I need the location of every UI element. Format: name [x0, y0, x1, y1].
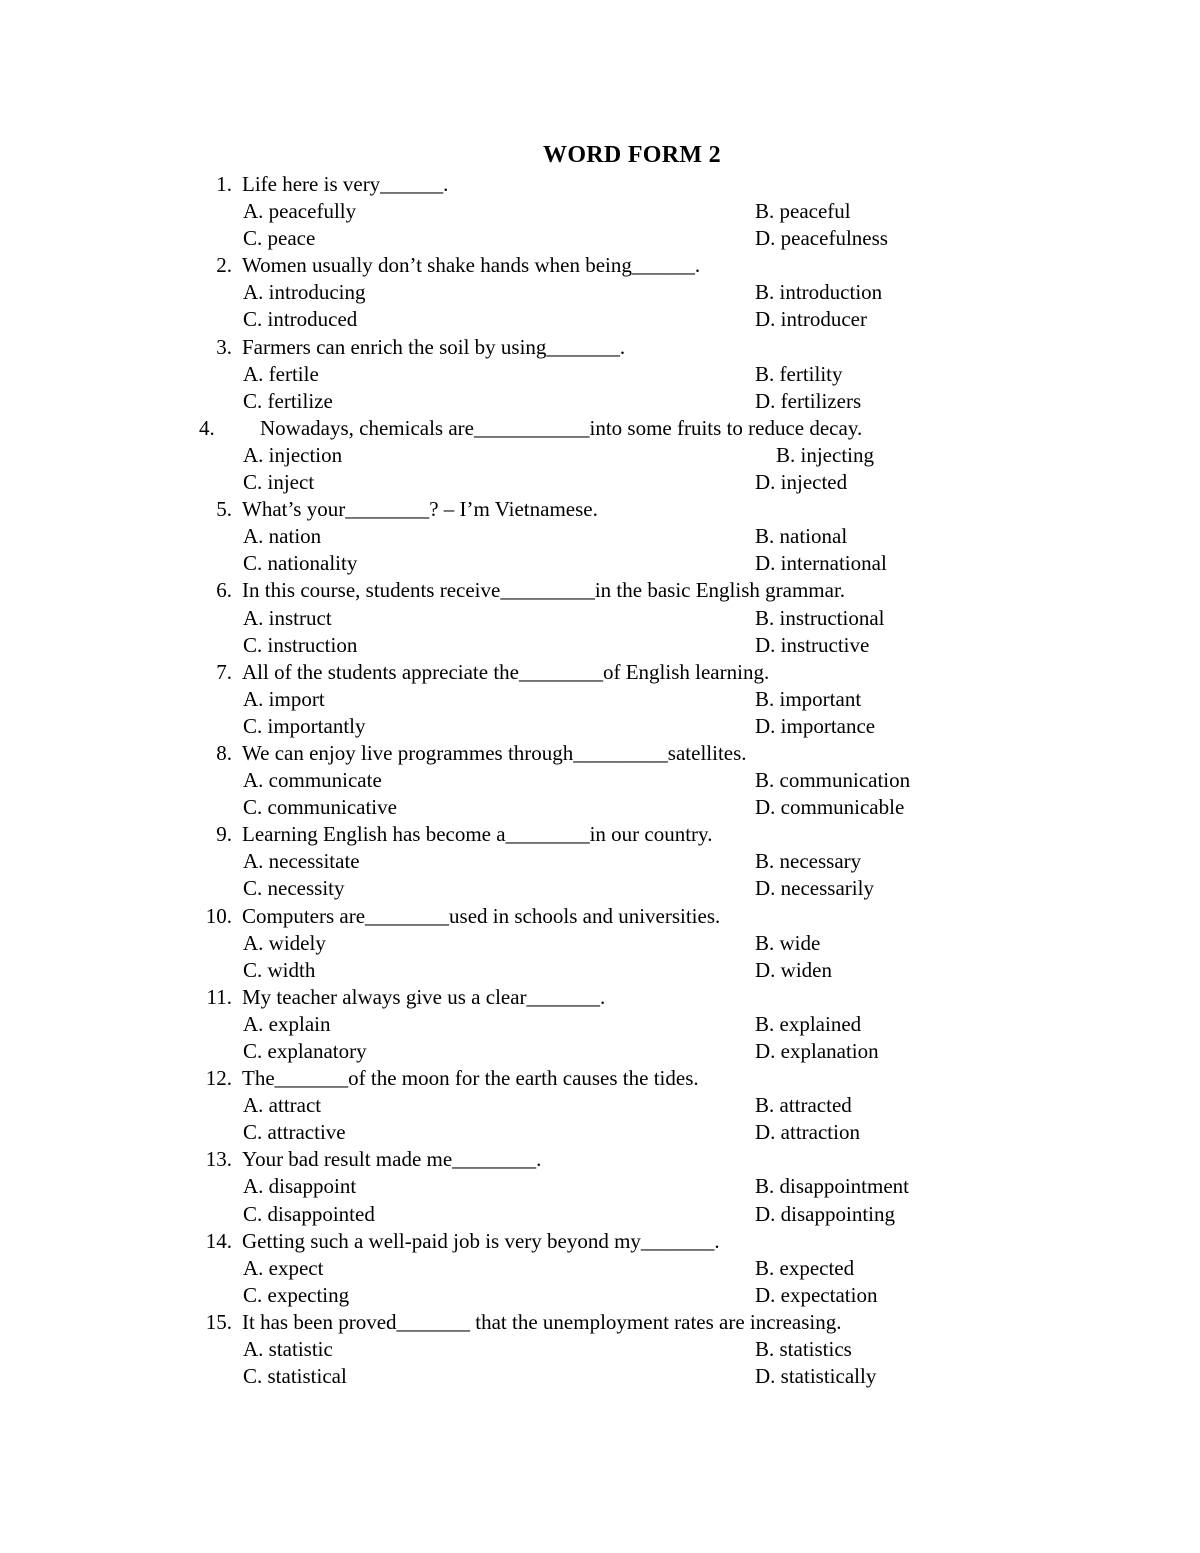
question-row	[0, 740, 1200, 767]
option-c: C. expecting	[243, 1282, 350, 1307]
option-c: C. explanatory	[243, 1039, 367, 1063]
options-row-2	[0, 1038, 1200, 1065]
option-d: D. statistically	[755, 1364, 877, 1389]
option-a: A. attract	[243, 1093, 322, 1118]
question-item	[0, 1309, 1200, 1390]
question-row	[0, 415, 1200, 442]
question-row	[0, 171, 1200, 198]
question-stem: Computers are________used in schools and universities.	[242, 903, 721, 928]
question-row	[0, 984, 1200, 1011]
option-a: A. disappoint	[243, 1174, 357, 1199]
options-row-1	[0, 1092, 1200, 1119]
option-c: C. fertilize	[243, 388, 333, 413]
option-d: D. expectation	[755, 1282, 878, 1307]
question-number: 11.	[206, 984, 232, 1009]
question-stem: All of the students appreciate the________of English learning.	[242, 659, 770, 684]
options-row-1	[0, 605, 1200, 632]
question-item	[0, 1065, 1200, 1146]
options-row-1	[0, 523, 1200, 550]
option-b: B. introduction	[755, 280, 883, 305]
option-c: C. nationality	[243, 551, 358, 576]
option-b: B. important	[755, 686, 862, 711]
option-c: C. communicative	[243, 795, 397, 820]
question-row	[0, 659, 1200, 686]
question-item	[0, 171, 1200, 252]
option-c: C. importantly	[243, 713, 366, 738]
option-d: D. introducer	[755, 307, 867, 332]
question-stem: Learning English has become a________in our country.	[242, 822, 713, 847]
option-d: D. peacefulness	[755, 226, 888, 251]
question-number: 9.	[216, 822, 232, 847]
option-d: D. importance	[755, 713, 876, 738]
option-b: B. statistics	[755, 1337, 852, 1362]
option-a: A. injection	[243, 442, 343, 467]
option-a: A. fertile	[243, 361, 319, 386]
option-a: A. statistic	[243, 1337, 333, 1362]
option-c: C. introduced	[243, 307, 358, 332]
options-row-1	[0, 686, 1200, 713]
question-row	[0, 903, 1200, 930]
options-row-2	[0, 713, 1200, 740]
option-a: A. widely	[243, 930, 326, 955]
option-b: B. fertility	[755, 361, 843, 386]
options-row-2	[0, 1282, 1200, 1309]
question-item	[0, 577, 1200, 658]
option-b: B. explained	[755, 1011, 862, 1036]
option-d: D. attraction	[755, 1120, 860, 1145]
question-row	[0, 577, 1200, 604]
question-number: 5.	[216, 497, 232, 522]
options-row-2	[0, 388, 1200, 415]
options-row-2	[0, 957, 1200, 984]
question-number: 6.	[216, 578, 232, 603]
question-item	[0, 415, 1200, 496]
options-row-2	[0, 225, 1200, 252]
option-b: B. expected	[755, 1255, 855, 1280]
question-row	[0, 1065, 1200, 1092]
options-row-1	[0, 198, 1200, 225]
option-b: B. disappointment	[755, 1174, 909, 1199]
option-b: B. instructional	[755, 605, 885, 630]
option-b: B. attracted	[755, 1093, 852, 1118]
options-row-1	[0, 767, 1200, 794]
option-b: B. national	[755, 524, 848, 549]
page-title: WORD FORM 2	[543, 142, 721, 168]
options-row-1	[0, 1336, 1200, 1363]
option-c: C. necessity	[243, 876, 345, 901]
options-row-1	[0, 361, 1200, 388]
question-number: 4.	[199, 415, 215, 440]
question-number: 1.	[216, 172, 232, 196]
question-stem: What’s your________? – I’m Vietnamese.	[242, 497, 598, 522]
option-c: C. instruction	[243, 632, 358, 657]
options-row-2	[0, 469, 1200, 496]
question-item	[0, 334, 1200, 415]
option-b: B. communication	[755, 768, 911, 793]
options-row-2	[0, 550, 1200, 577]
options-row-2	[0, 1119, 1200, 1146]
question-row	[0, 1146, 1200, 1173]
question-item	[0, 1146, 1200, 1227]
question-list	[0, 171, 1200, 1390]
option-d: D. disappointing	[755, 1201, 895, 1226]
question-number: 12.	[205, 1066, 232, 1091]
option-c: C. inject	[243, 470, 315, 495]
question-stem: My teacher always give us a clear_______.	[242, 984, 606, 1009]
question-number: 13.	[205, 1147, 232, 1172]
question-item	[0, 984, 1200, 1065]
question-number: 3.	[216, 334, 232, 359]
option-a: A. import	[243, 686, 325, 711]
question-item	[0, 659, 1200, 740]
options-row-2	[0, 1363, 1200, 1390]
question-row	[0, 821, 1200, 848]
question-row	[0, 496, 1200, 523]
question-number: 14.	[205, 1228, 232, 1253]
options-row-1	[0, 848, 1200, 875]
question-stem: Nowadays, chemicals are___________into some fruits to reduce decay.	[260, 415, 863, 440]
options-row-1	[0, 1173, 1200, 1200]
question-row	[0, 1309, 1200, 1336]
option-b: B. peaceful	[755, 199, 851, 224]
option-d: D. fertilizers	[755, 388, 862, 413]
option-b: B. injecting	[776, 442, 874, 467]
question-stem: Getting such a well-paid job is very beyond my_______.	[242, 1228, 720, 1253]
question-item	[0, 821, 1200, 902]
option-c: C. statistical	[243, 1364, 347, 1389]
question-number: 10.	[205, 903, 232, 928]
option-a: A. instruct	[243, 605, 332, 630]
question-item	[0, 1228, 1200, 1309]
option-d: D. communicable	[755, 795, 905, 820]
question-number: 2.	[216, 253, 232, 278]
question-item	[0, 903, 1200, 984]
option-a: A. introducing	[243, 280, 366, 305]
options-row-1	[0, 1011, 1200, 1038]
question-stem: It has been proved_______ that the unemployment rates are increasing.	[242, 1309, 842, 1334]
question-row	[0, 334, 1200, 361]
question-stem: Your bad result made me________.	[242, 1147, 542, 1172]
option-d: D. international	[755, 551, 887, 576]
question-row	[0, 1228, 1200, 1255]
question-item	[0, 252, 1200, 333]
options-row-2	[0, 875, 1200, 902]
question-row	[0, 252, 1200, 279]
option-b: B. necessary	[755, 849, 862, 874]
question-stem: Women usually don’t shake hands when being______.	[242, 253, 701, 278]
option-a: A. nation	[243, 524, 322, 549]
option-c: C. disappointed	[243, 1201, 375, 1226]
question-item	[0, 496, 1200, 577]
question-stem: In this course, students receive_________in the basic English grammar.	[242, 578, 846, 603]
option-d: D. instructive	[755, 632, 870, 657]
option-a: A. expect	[243, 1255, 324, 1280]
option-b: B. wide	[755, 930, 821, 955]
question-number: 7.	[216, 659, 232, 684]
option-d: D. necessarily	[755, 876, 874, 901]
option-c: C. width	[243, 957, 316, 982]
options-row-2	[0, 1201, 1200, 1228]
question-number: 15.	[205, 1309, 232, 1334]
options-row-1	[0, 442, 1200, 469]
option-d: D. injected	[755, 470, 848, 495]
option-a: A. communicate	[243, 768, 382, 793]
options-row-1	[0, 930, 1200, 957]
option-d: D. widen	[755, 957, 832, 982]
question-stem: We can enjoy live programmes through_________satellites.	[242, 740, 747, 765]
options-row-2	[0, 306, 1200, 333]
option-a: A. explain	[243, 1011, 331, 1036]
options-row-1	[0, 1255, 1200, 1282]
options-row-2	[0, 632, 1200, 659]
question-number: 8.	[216, 740, 232, 765]
options-row-2	[0, 794, 1200, 821]
option-d: D. explanation	[755, 1039, 879, 1063]
question-item	[0, 740, 1200, 821]
option-c: C. peace	[243, 226, 316, 251]
option-a: A. necessitate	[243, 849, 360, 874]
question-stem: Life here is very______.	[242, 172, 449, 196]
option-c: C. attractive	[243, 1120, 346, 1145]
options-row-1	[0, 279, 1200, 306]
option-a: A. peacefully	[243, 199, 357, 224]
question-stem: The_______of the moon for the earth causes the tides.	[242, 1066, 699, 1091]
question-stem: Farmers can enrich the soil by using_______.	[242, 334, 626, 359]
